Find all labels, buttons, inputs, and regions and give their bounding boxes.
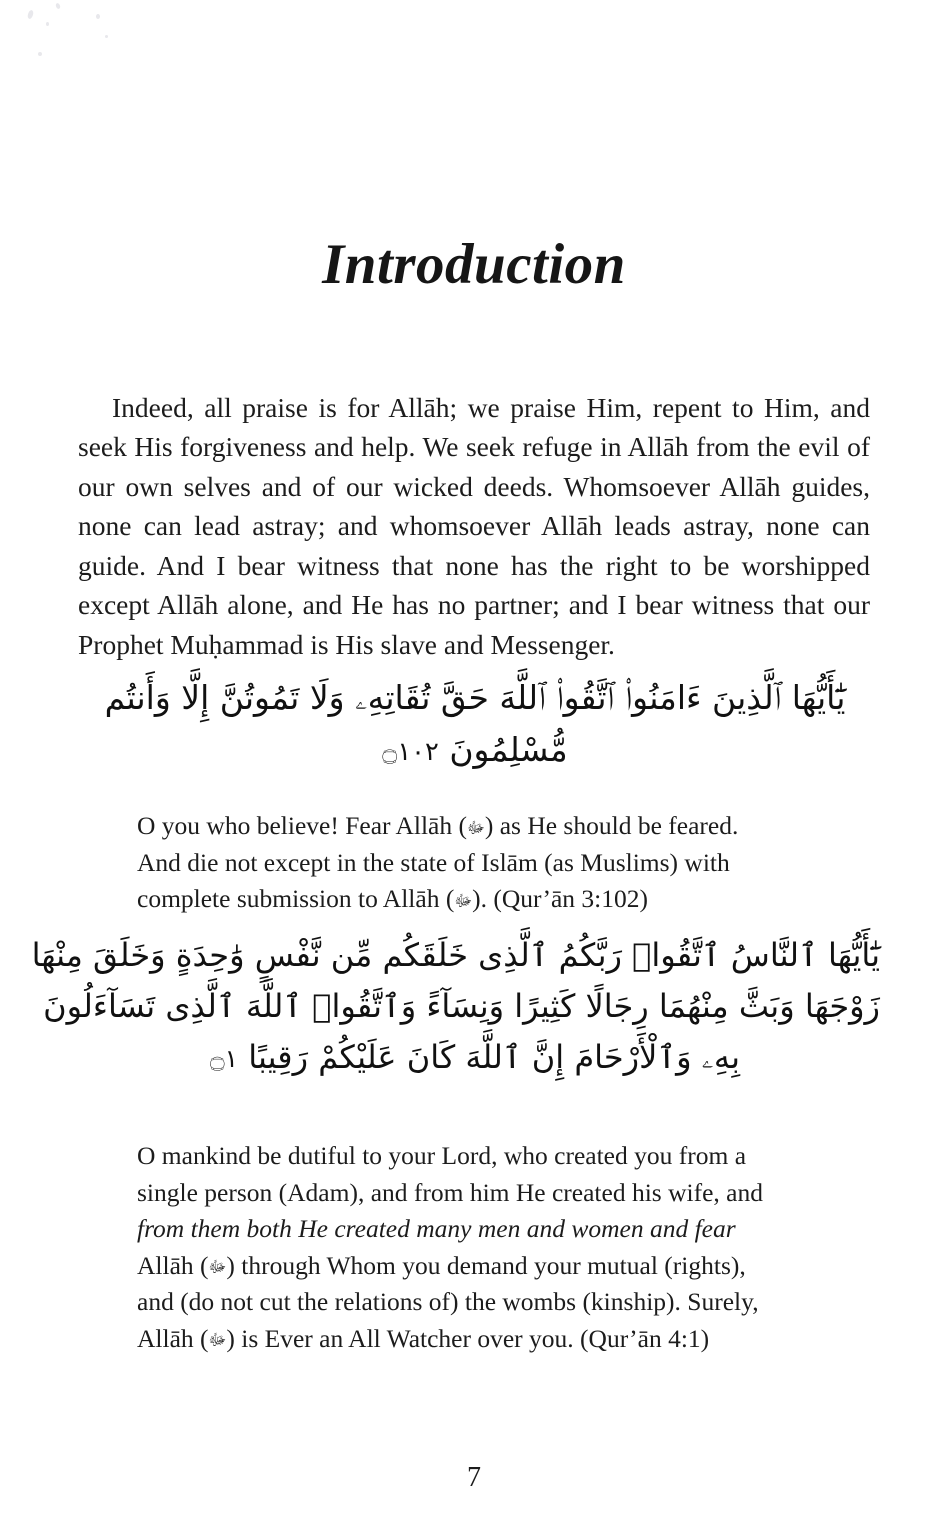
page-title: Introduction [322, 233, 626, 297]
scan-speckle [27, 9, 35, 19]
arabic-line: يَٰٓأَيُّهَا ٱلنَّاسُ ٱتَّقُوا۟ رَبَّكُمُ ٱلَّذِى خَلَقَكُم مِّن نَّفْسٍ وَٰحِدَةٍ وَخَلَقَ مِنْهَا [31, 936, 880, 974]
translation-line: complete submission to Allāh (ﷻ). (Qur’ān 3:102) [137, 884, 649, 913]
page-number: 7 [467, 1462, 481, 1493]
ayah-marker: ۝١ [210, 1044, 239, 1074]
jalla-jalaaluhu-icon: ﷻ [454, 890, 473, 910]
translation-line: single person (Adam), and from him He created his wife, and [137, 1177, 763, 1207]
arabic-verse-block-3-102 [70, 672, 880, 778]
translation-line: O mankind be dutiful to your Lord, who created you from a [137, 1141, 747, 1170]
translation-line: from them both He created many men and women and fear [137, 1214, 736, 1243]
jalla-jalaaluhu-icon: ﷻ [208, 1257, 227, 1277]
jalla-jalaaluhu-icon: ﷻ [208, 1330, 227, 1350]
translation-line: and (do not cut the relations of) the wombs (kinship). Surely, [137, 1287, 759, 1316]
intro-paragraph: Indeed, all praise is for Allāh; we praise Him, repent to Him, and seek His forgiveness and help. We seek refuge in Allāh from the evil of our own selves and of our wicked deeds. Whomsoever Allāh guides, none can lead astray; and whomsoever Allāh leads astray, none can guide. And I bear witness that none has the right to be worshipped except Allāh alone, and He has no partner; and I bear witness that our Prophet Muḥammad is His slave and Messenger. [78, 391, 870, 660]
translation-block-4-1 [137, 1138, 795, 1357]
scan-speckle [38, 52, 42, 56]
translation-line: Allāh (ﷻ) through Whom you demand your mutual (rights), [137, 1250, 746, 1280]
scan-speckle [46, 22, 49, 26]
scan-speckle [55, 2, 61, 9]
scan-speckle [96, 14, 100, 19]
jalla-jalaaluhu-icon: ﷻ [467, 817, 485, 837]
translation-line: And die not except in the state of Islām (as Muslims) with [137, 847, 730, 877]
arabic-line: يَٰٓأَيُّهَا ٱلَّذِينَ ءَامَنُوا۟ ٱتَّقُوا۟ ٱللَّهَ حَقَّ تُقَاتِهِۦ وَلَا تَمُوتُنَّ إِلَّا وَأَنتُم [104, 678, 846, 717]
arabic-line: بِهِۦ وَٱلْأَرْحَامَ إِنَّ ٱللَّهَ كَانَ عَلَيْكُمْ رَقِيبًا ۝١ [70, 1032, 880, 1084]
arabic-line: زَوْجَهَا وَبَثَّ مِنْهُمَا رِجَالًا كَثِيرًا وَنِسَآءً وَٱتَّقُوا۟ ٱللَّهَ ٱلَّذِى تَسَآءَلُونَ [43, 987, 880, 1025]
arabic-line: مُّسْلِمُونَ ۝١٠٢ [70, 724, 880, 778]
scan-speckle [105, 35, 108, 38]
translation-line: O you who believe! Fear Allāh (ﷻ) as He should be feared. [137, 811, 739, 840]
arabic-verse-block-4-1 [31, 930, 880, 1084]
ayah-marker: ۝١٠٢ [382, 736, 439, 767]
translation-line: Allāh (ﷻ) is Ever an All Watcher over you. (Qur’ān 4:1) [137, 1323, 710, 1353]
translation-block-3-102 [137, 808, 795, 918]
